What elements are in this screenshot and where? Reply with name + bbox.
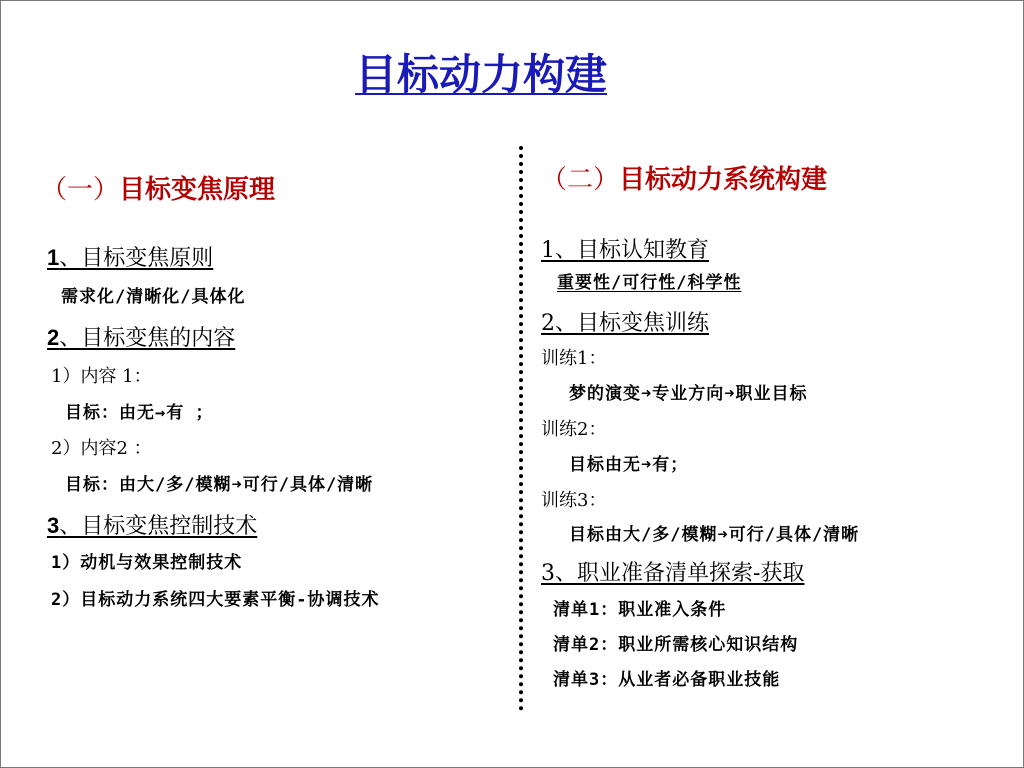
right-training-2-body: 目标由无➜有； xyxy=(569,455,689,475)
right-training-2-label: 训练2： xyxy=(541,419,607,440)
left-item-3-sub-1: 1）动机与效果控制技术 xyxy=(51,553,243,573)
right-item-2-heading: 2、目标变焦训练 xyxy=(541,311,709,336)
left-item-2-heading: 2、目标变焦的内容 xyxy=(47,325,236,351)
left-item-2-sub-2: 2）内容2 ： xyxy=(51,438,152,459)
right-checklist-3: 清单3：从业者必备职业技能 xyxy=(553,670,781,690)
right-section-heading: （二）目标动力系统构建 xyxy=(541,165,828,195)
right-item-1-body: 重要性/可行性/科学性 xyxy=(557,273,742,293)
right-checklist-2: 清单2：职业所需核心知识结构 xyxy=(553,635,799,655)
slide-title: 目标动力构建 xyxy=(354,50,607,99)
right-training-3-label: 训练3： xyxy=(541,490,607,511)
left-item-1-heading: 1、目标变焦原则 xyxy=(47,245,214,271)
column-divider xyxy=(519,146,523,711)
right-item-3-heading: 3、职业准备清单探索-获取 xyxy=(541,561,805,586)
right-checklist-1: 清单1：职业准入条件 xyxy=(553,600,727,620)
left-item-3-heading: 3、目标变焦控制技术 xyxy=(47,513,258,539)
right-training-1-body: 梦的演变➜专业方向➜职业目标 xyxy=(569,384,808,404)
right-training-3-body: 目标由大/多/模糊➜可行/具体/清晰 xyxy=(569,525,860,545)
right-item-1-heading: 1、目标认知教育 xyxy=(541,238,709,263)
left-item-3-sub-2: 2）目标动力系统四大要素平衡-协调技术 xyxy=(51,590,380,610)
left-item-1-body: 需求化/清晰化/具体化 xyxy=(61,287,246,307)
left-item-2-sub-2-body: 目标：由大/多/模糊➜可行/具体/清晰 xyxy=(65,475,374,495)
left-section-heading: （一）目标变焦原理 xyxy=(41,175,276,205)
right-training-1-label: 训练1： xyxy=(541,348,607,369)
left-item-2-sub-1: 1）内容 1： xyxy=(51,366,152,387)
left-item-2-sub-1-body: 目标：由无→有 ； xyxy=(65,403,214,423)
